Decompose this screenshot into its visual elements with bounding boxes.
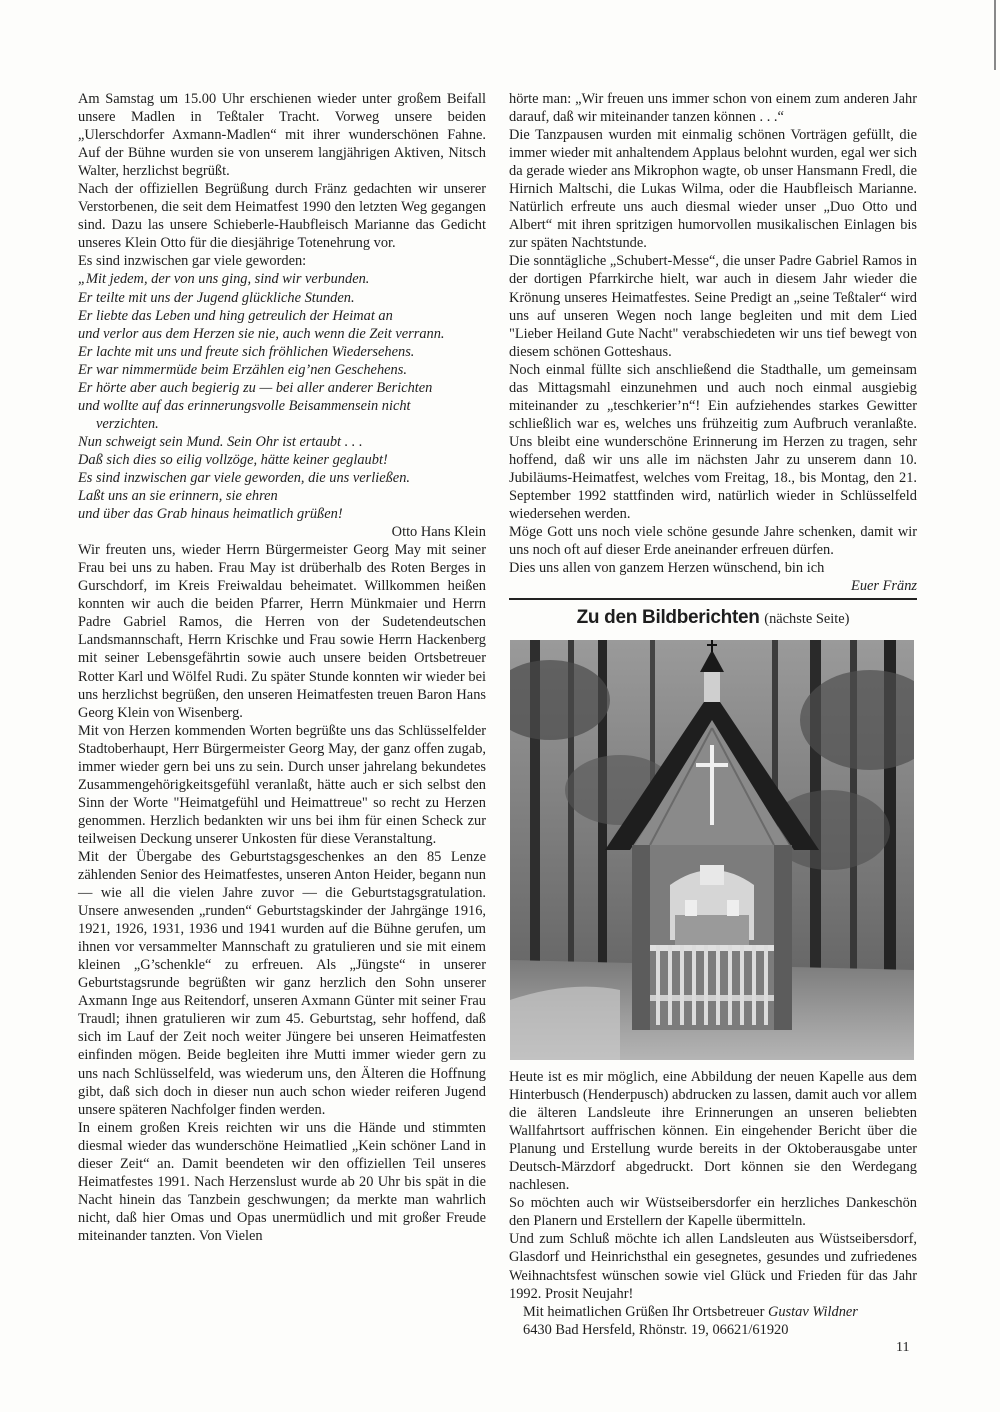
- article-paragraph: In einem großen Kreis reichten wir uns die Hände und stimmten diesmal wieder das wunderschöne Heimatlied „Kein schöner Land in dieser Zeit“ an. Damit beendeten wir den offiziellen Teil unseres Heimatfestes 1991. Nach Herzenslust wurde ab 20 Uhr bis spät in die Nacht hinein das Tanzbein geschwungen; da merkte man wahrlich nicht, daß hier Omas und Opas unermüdlich und mit großer Freude miteinander tanzten. Von Vielen: [78, 1119, 486, 1244]
- poem-line: und wollte auf das erinnerungsvolle Beisammensein nicht: [78, 397, 411, 414]
- article-paragraph: Mit der Übergabe des Geburtstagsgeschenkes an den 85 Lenze zählenden Senior des Heimatfestes, unseren Anton Heider, begann nun — wie all die vielen Jahre zuvor — die Geburtstagsgratulation. Unsere anwesenden „runden“ Geburtstagskinder der Jahrgänge 1916, 1921, 1926, 1931, 1936 und 1941 wurden auf die Bühne gerufen, um ihnen vor versammelter Mannschaft zu gratulieren und sie mit einem kleinen „G’schenkle“ zu erfreuen. Als „Jüngste“ in unserer Geburtstagsrunde begrüßten wir ganz herzlich den Sohn unserer Axmann Inge aus Reitendorf, unseren Axmann Günter mit seiner Frau Traudl; ihnen gratulieren wir zum 45. Geburtstag, sehr hoffend, daß sich im Lauf der Zeit noch weiter Jüngere bei unseren Heimatfesten einfinden mögen. Beide begleiten ihre Mutti immer wieder gern zu uns nach Schlüsselfeld, was wiederum uns, den Älteren die Hoffnung gibt, daß sich doch in dieser nun auch schon wieder reiferen Jugend unsere späteren Nachfolger finden werden.: [78, 848, 486, 1118]
- article-paragraph: Dies uns allen von ganzem Herzen wünschend, bin ich: [509, 560, 825, 577]
- article-paragraph: Mit von Herzen kommenden Worten begrüßte uns das Schlüsselfelder Stadtoberhaupt, Herr Bürgermeister Georg May, der ganz offen zugab, immer wieder gern bei uns zu sein. Durch unser jahrelang bekundetes Zusammengehörigkeitsgefühl veranlaßt, hätte auch er sich selbst den Sinn der Worte "Heimatgefühl und Heimattreue" so recht zu Herzen genommen. Herzlich bedankten wir uns bei ihm für einen Scheck zur teilweisen Deckung unserer Unkosten für diese Veranstaltung.: [78, 722, 486, 847]
- poem-line: Es sind inzwischen gar viele geworden, die uns verließen.: [78, 469, 410, 486]
- caption-paragraph: So möchten auch wir Wüstseibersdorfer ein herzliches Dankeschön den Planern und Erstellern der Kapelle übermitteln.: [509, 1195, 917, 1230]
- article-paragraph: Noch einmal füllte sich anschließend die Stadthalle, um gemeinsam das Mittagsmahl einzunehmen und auch noch einmal ausgiebig miteinander zu „teschkerier’n“! Ein aufziehendes starkes Gewitter schließlich war es, welches uns frühzeitig zum Aufbruch veranlaßte. Uns bleibt eine wunderschöne Erinnerung im Herzen zu tragen, sehr hoffend, daß wir uns alle im nächsten Jahr zu unserem dann 10. Jubiläums-Heimatfest, welches vom Freitag, 18., bis Montag, den 21. September 1992 stattfinden wird, natürlich wieder in Schlüsselfeld wiedersehen werden.: [509, 361, 917, 523]
- left-column: [78, 90, 486, 1245]
- photo-caption: [509, 1068, 917, 1339]
- greeting-prefix: Mit heimatlichen Grüßen Ihr Ortsbetreuer: [523, 1303, 765, 1320]
- poem-line: Daß sich dies so eilig vollzöge, hätte keiner geglaubt!: [78, 451, 388, 468]
- section-title: Zu den Bildberichten: [576, 607, 760, 628]
- poem-author: Otto Hans Klein: [391, 524, 486, 541]
- article-signature: Euer Fränz: [851, 578, 917, 595]
- greeting-name: Gustav Wildner: [767, 1303, 858, 1320]
- article-paragraph: Die sonntägliche „Schubert-Messe“, die unser Padre Gabriel Ramos in der dortigen Pfarrkirche hielt, war auch in diesem Jahr wieder die Krönung unseres Heimatfestes. Seine Predigt an „seine Teßtaler“ wird uns auf unseren Wegen noch lange begleiten und mit dem Lied "Lieber Heiland Gute Nacht" verabschiedeten wir uns tief bewegt von diesem schönen Gotteshaus.: [509, 253, 917, 360]
- poem-line: Er lachte mit uns und freute sich fröhlichen Wiedersehens.: [78, 343, 415, 360]
- article-paragraph: Wir freuten uns, wieder Herrn Bürgermeister Georg May mit seiner Frau bei uns zu haben. Frau May ist drüberhalb des Roten Berges in Gurschdorf, im Kreis Freiwaldau beheimatet. Willkommen heißen konnten wir auch die beiden Pfarrer, Herrn Münkmaier und Herrn Padre Gabriel Ramos, die Herren von der Sudetendeutschen Landsmannschaft, Herrn Krischke und Frau sowie Herrn Hackenberg mit seiner Lebensgefährtin sowie auch unsere beiden Ortsbetreuer Rotter Karl und Wölfel Rudi. Zu später Stunde konnten wir wieder bei uns herzlichst begrüßen, den unseren Heimatfesten treuen Baron Hans Georg Klein von Wisenberg.: [78, 542, 486, 721]
- article-paragraph: hörte man: „Wir freuen uns immer schon von einem zum anderen Jahr darauf, daß wir miteinander tanzen können . . .“: [509, 91, 917, 126]
- caption-paragraph: Und zum Schluß möchte ich allen Landsleuten aus Wüstseibersdorf, Glasdorf und Heinrichsthal ein gesegnetes, gesundes und zufriedenes Weihnachtsfest wünschen sowie viel Glück und Frieden für das Jahr 1992. Prosit Neujahr!: [509, 1231, 917, 1302]
- article-paragraph: Die Tanzpausen wurden mit einmalig schönen Vorträgen gefüllt, die immer wieder mit anhaltendem Applaus belohnt wurden, egal wer sich da gerade wieder ans Mikrophon wagte, ob unser Hansmann Fredl, die Hirnich Maltschi, die Lukas Wilma, oder die Haubfleisch Marianne. Natürlich erfreute uns auch diesmal wieder unser „Duo Otto und Albert“ mit ihren spritzigen humorvollen musikalischen Einlagen bis zur späten Nachtstunde.: [509, 127, 917, 252]
- article-paragraph: Am Samstag um 15.00 Uhr erschienen wieder unter großem Beifall unsere Madlen in Teßtaler Tracht. Vorweg unsere beiden „Ulerschdorfer Axmann-Madlen“ mit ihrer wunderschönen Fahne. Auf der Bühne wurden sie von unserem langjährigen Aktiven, Nitsch Walter, herzlichst begrüßt.: [78, 91, 486, 180]
- section-subtitle: (nächste Seite): [764, 611, 850, 627]
- page-number: 11: [896, 1340, 910, 1355]
- section-heading: [509, 606, 917, 631]
- poem-line: „Mit jedem, der von uns ging, sind wir verbunden.: [78, 271, 370, 288]
- sender-address: 6430 Bad Hersfeld, Rhönstr. 19, 06621/61920: [523, 1321, 789, 1338]
- poem-line: Laßt uns an sie erinnern, sie ehren: [78, 488, 278, 505]
- poem-line: Er war nimmermüde beim Erzählen eig’nen Geschehens.: [78, 361, 407, 378]
- chapel-photo: [510, 640, 914, 1060]
- section-rule: [509, 598, 917, 600]
- poem-line: und über das Grab hinaus heimatlich grüßen!: [78, 506, 343, 523]
- poem-line: Er liebte das Leben und hing getreulich der Heimat an: [78, 307, 393, 324]
- right-column: [509, 90, 917, 595]
- article-paragraph: Nach der offiziellen Begrüßung durch Fränz gedachten wir unserer Verstorbenen, die seit dem Heimatfest 1990 den letzten Weg gegangen sind. Dazu las unsere Schieberle-Haubfleisch Marianne das Gedicht unseres Klein Otto für die diesjährige Totenehrung vor.: [78, 181, 486, 252]
- caption-paragraph: Heute ist es mir möglich, eine Abbildung der neuen Kapelle aus dem Hinterbusch (Henderpusch) abdrucken zu lassen, damit auch vor allem die älteren Landsleute ihre Erinnerungen an unseren beliebten Wallfahrtsort auffrischen können. Ein eingehender Bericht über die Planung und Erstellung wurde bereits in der Oktoberausgabe unter Deutsch-Märzdorf abgedruckt. Dort können sie den Werdegang nachlesen.: [509, 1069, 917, 1194]
- page-edge-shadow: [994, 0, 996, 70]
- poem-line: und verlor aus dem Herzen sie nie, auch wenn die Zeit verrann.: [78, 325, 445, 342]
- poem-line: verzichten.: [96, 415, 159, 432]
- poem-line: Er hörte aber auch begierig zu — bei aller anderer Berichten: [78, 379, 433, 396]
- article-paragraph: Möge Gott uns noch viele schöne gesunde Jahre schenken, damit wir uns noch oft auf dieser Erde aneinander erfreuen dürfen.: [509, 524, 917, 559]
- poem-line: Nun schweigt sein Mund. Sein Ohr ist ertaubt . . .: [78, 433, 363, 450]
- closing-greeting: [509, 1303, 917, 1321]
- article-paragraph: Es sind inzwischen gar viele geworden:: [78, 253, 307, 270]
- poem-line: Er teilte mit uns der Jugend glückliche Stunden.: [78, 289, 355, 306]
